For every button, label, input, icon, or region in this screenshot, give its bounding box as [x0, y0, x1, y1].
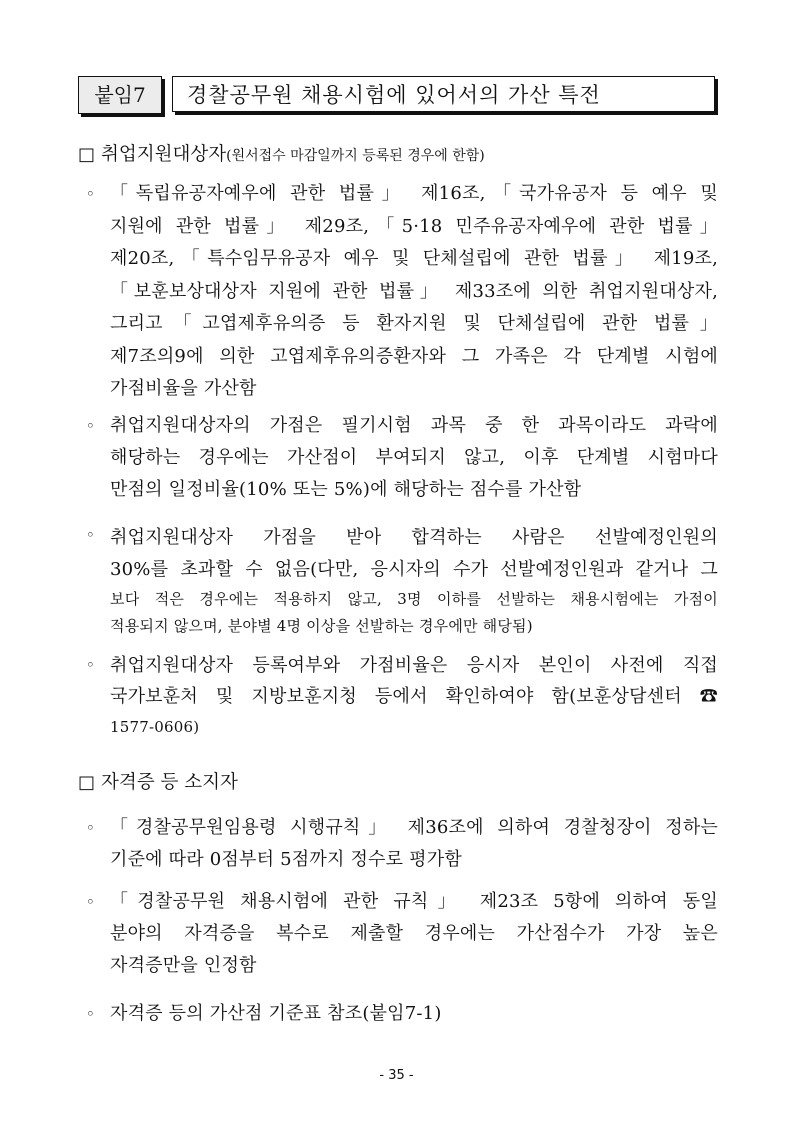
section-heading-employment-support — [78, 140, 485, 166]
circle-bullet-icon: ◦ — [86, 656, 95, 674]
circle-bullet-icon: ◦ — [86, 417, 95, 435]
list-item — [86, 178, 718, 406]
item-line: 30%를 초과할 수 없음(다만, 응시자의 수가 선발예정인원과 같거나 그 — [110, 559, 718, 580]
list-item — [86, 410, 718, 506]
page-title: 경찰공무원 채용시험에 있어서의 가산 특전 — [172, 76, 715, 112]
item-line: 지원에 관한 법률」 제29조,「5·18 민주유공자예우에 관한 법률」 — [110, 215, 718, 237]
item-line: 자격증만을 인정함 — [110, 955, 257, 976]
list-item — [86, 886, 718, 982]
section-title: 자격증 등 소지자 — [101, 772, 238, 793]
section-note: (원서접수 마감일까지 등록된 경우에 한함) — [226, 148, 485, 164]
item-line: 「독립유공자예우에 관한 법률」 제16조,「국가유공자 등 예우 및 — [110, 183, 718, 204]
item-line: 분야의 자격증을 복수로 제출할 경우에는 가산점수가 가장 높은 — [110, 923, 718, 944]
circle-bullet-icon: ◦ — [86, 185, 95, 203]
attachment-tag: 붙임7 — [78, 76, 162, 114]
circle-bullet-icon: ◦ — [86, 819, 95, 837]
list-item — [86, 650, 718, 743]
item-line: 취업지원대상자 가점을 받아 합격하는 사람은 선발예정인원의 — [110, 527, 718, 548]
item-line: 「보훈보상대상자 지원에 관한 법률」 제33조에 의한 취업지원대상자, — [110, 280, 718, 302]
item-line: 그리고「고엽제후유의증 등 환자지원 및 단체설립에 관한 법률」 — [110, 313, 718, 334]
item-line: 기준에 따라 0점부터 5점까지 정수로 평가함 — [110, 849, 462, 870]
item-line: 「경찰공무원임용령 시행규칙」 제36조에 의하여 경찰청장이 정하는 — [110, 817, 718, 838]
item-line: 해당하는 경우에는 가산점이 부여되지 않고, 이후 단계별 시험마다 — [110, 447, 718, 468]
item-line: 제7조의9에 의한 고엽제후유의증환자와 그 가족은 각 단계별 시험에 — [110, 345, 718, 367]
list-item — [86, 998, 718, 1030]
item-line: 취업지원대상자 등록여부와 가점비율은 응시자 본인이 사전에 직접 — [110, 655, 718, 676]
circle-bullet-icon: ◦ — [86, 526, 95, 544]
item-line: 국가보훈처 및 지방보훈지청 등에서 확인하여야 함(보훈상담센터 ☎ — [110, 686, 718, 707]
item-line: 적용되지 않으며, 분야별 4명 이상을 선발하는 경우에만 해당됨) — [110, 617, 533, 635]
circle-bullet-icon: ◦ — [86, 893, 95, 911]
section-heading-certificate-holders — [78, 768, 238, 794]
item-line: 가점비율을 가산함 — [110, 378, 257, 399]
checkbox-square-icon: □ — [78, 144, 96, 165]
checkbox-square-icon: □ — [78, 772, 96, 793]
list-item — [86, 522, 718, 640]
item-line: 보다 적은 경우에는 적용하지 않고, 3명 이하를 선발하는 채용시험에는 가점이 — [110, 590, 718, 608]
circle-bullet-icon: ◦ — [86, 1005, 95, 1023]
item-line: 만점의 일정비율(10% 또는 5%)에 해당하는 점수를 가산함 — [110, 479, 582, 500]
page-number: - 35 - — [379, 1068, 414, 1083]
item-line: 자격증 등의 가산점 기준표 참조(붙임7-1) — [110, 1003, 442, 1024]
list-item — [86, 812, 718, 876]
item-line: 「경찰공무원 채용시험에 관한 규칙」 제23조 5항에 의하여 동일 — [110, 891, 718, 912]
item-line: 1577-0606) — [110, 718, 200, 736]
item-line: 취업지원대상자의 가점은 필기시험 과목 중 한 과목이라도 과락에 — [110, 415, 718, 436]
section-title: 취업지원대상자 — [101, 144, 227, 165]
item-line: 제20조,「특수임무유공자 예우 및 단체설립에 관한 법률」 제19조, — [110, 248, 718, 269]
